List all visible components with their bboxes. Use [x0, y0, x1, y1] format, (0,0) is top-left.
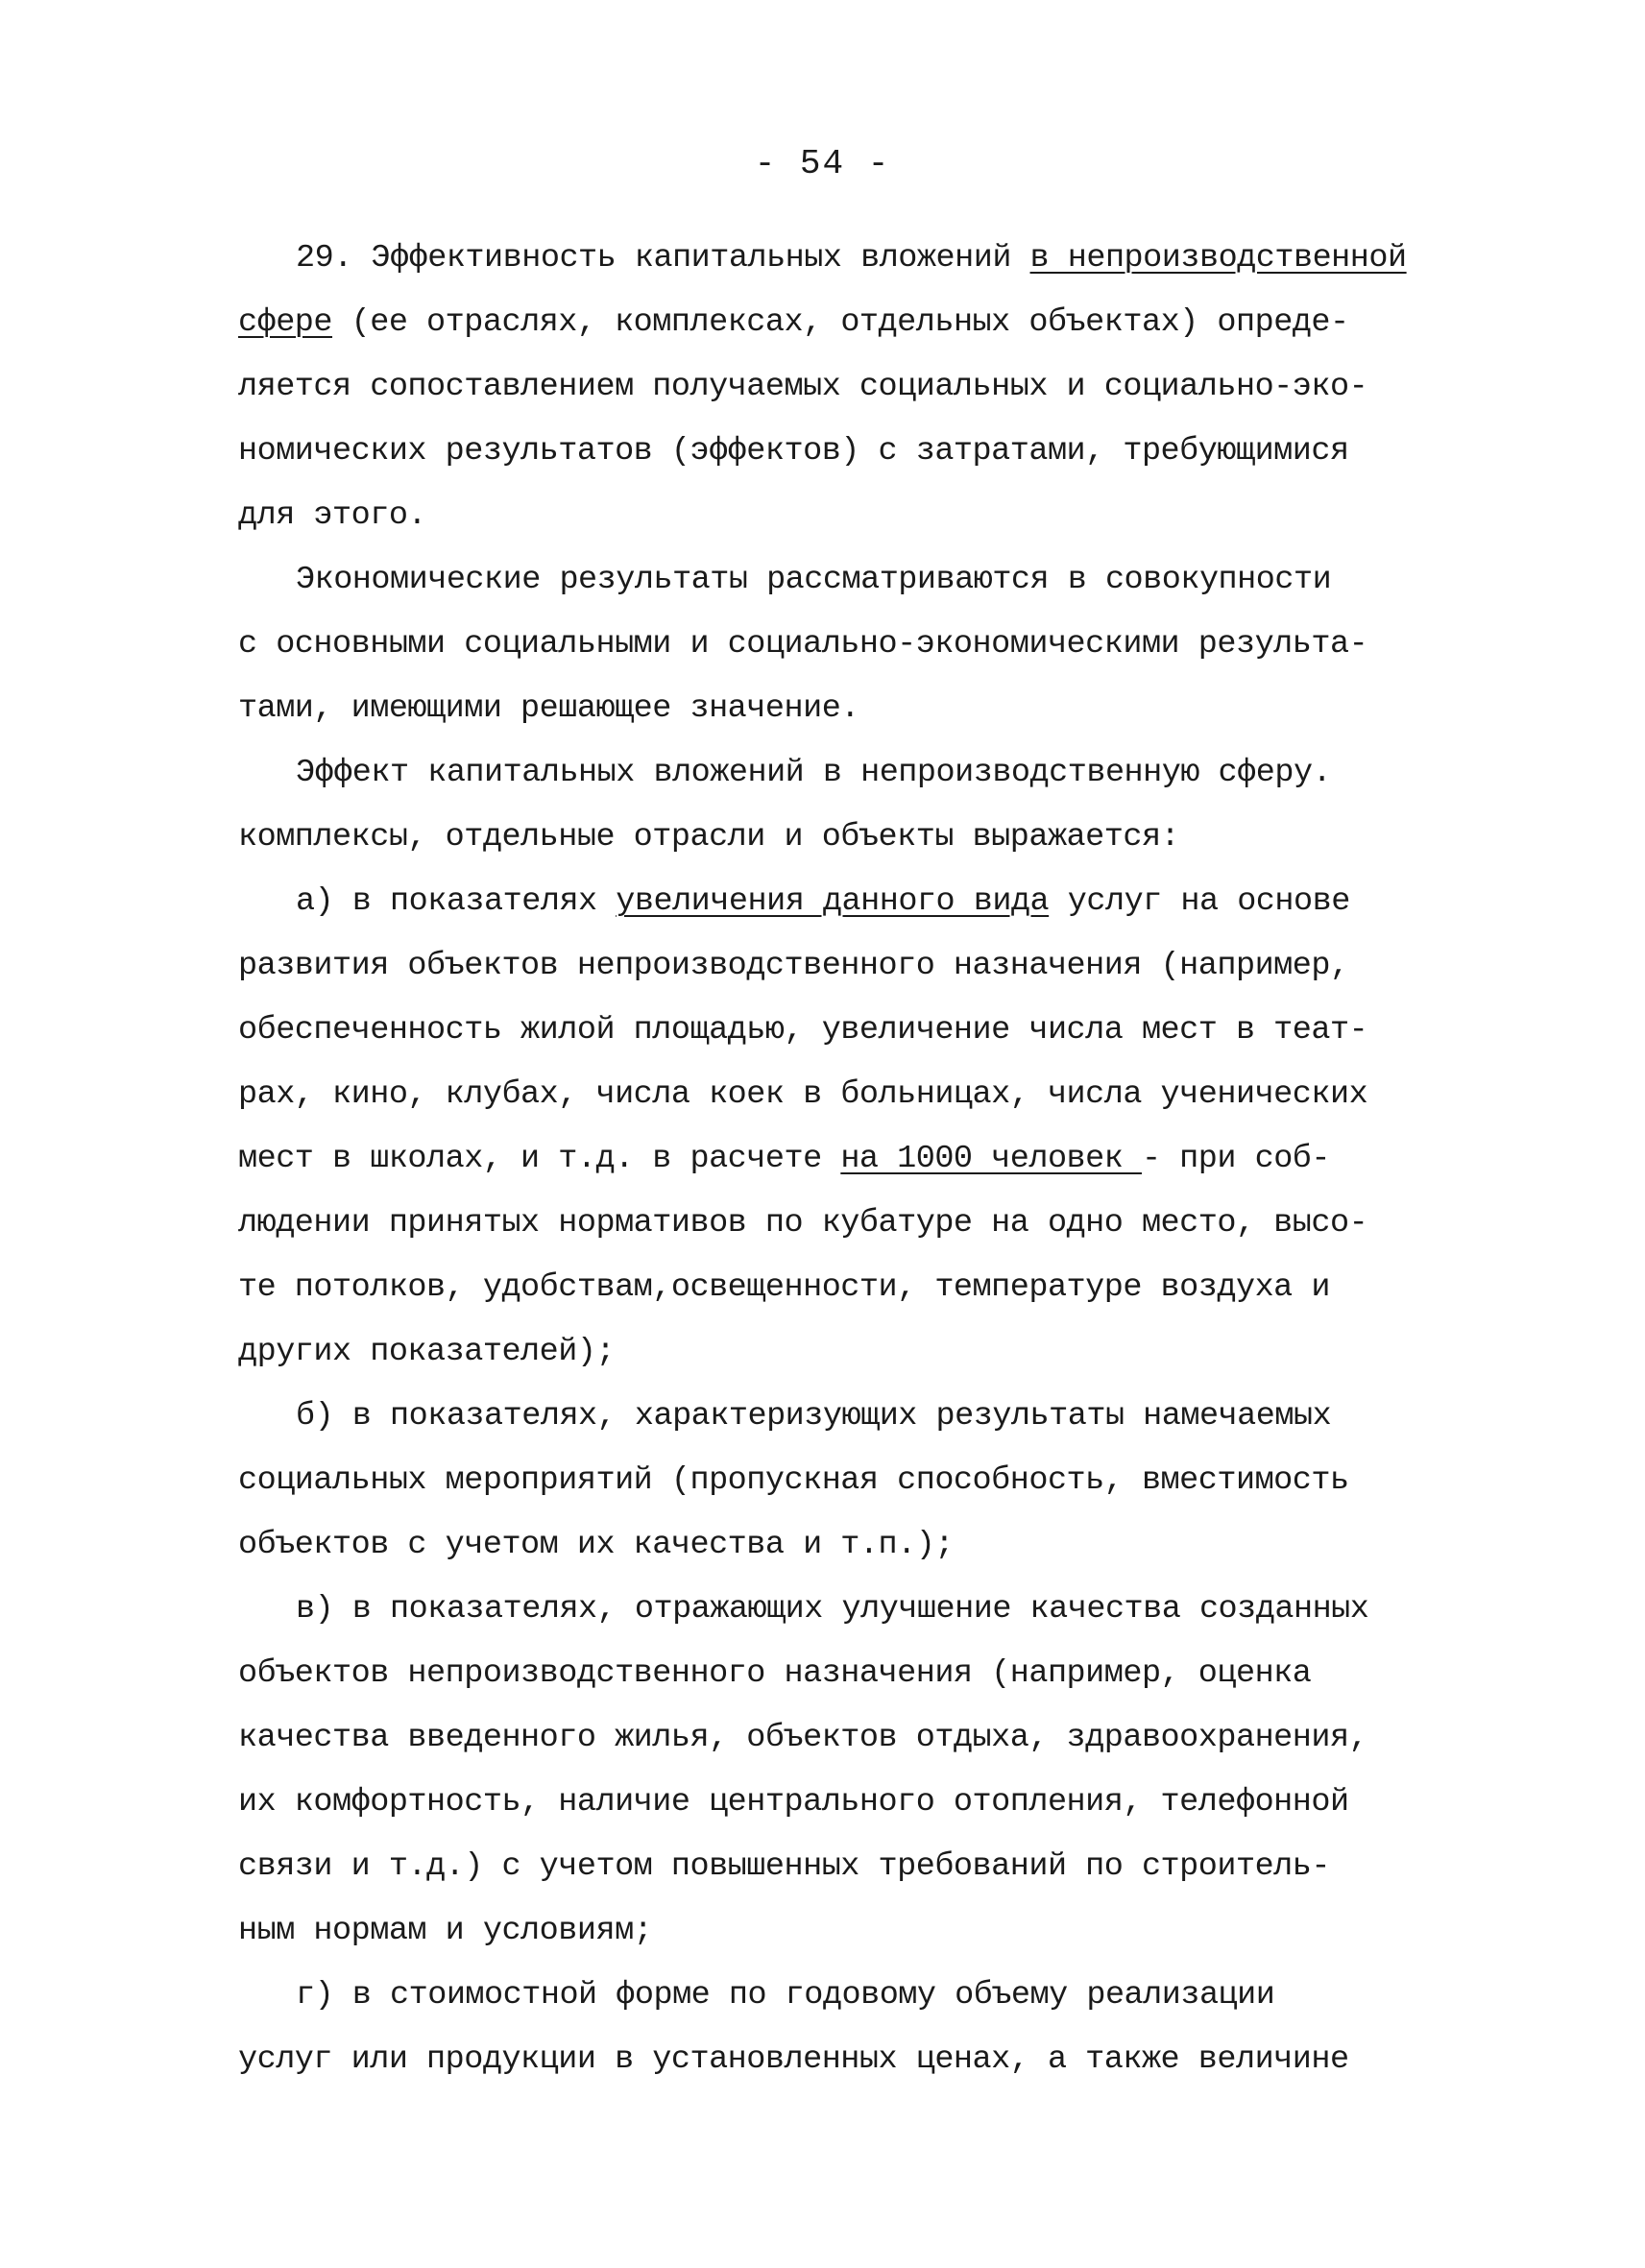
text-span: б) в показателях, характеризующих результаты намечаемых [296, 1398, 1332, 1435]
paragraph [238, 1385, 1439, 1578]
text-line [238, 1835, 1439, 1899]
paragraph [238, 227, 1439, 548]
text-line [238, 291, 1439, 355]
paragraph [238, 1964, 1439, 2092]
text-span: тами, имеющими решающее значение. [238, 690, 859, 727]
text-span: их комфортность, наличие центрального отопления, телефонной [238, 1784, 1349, 1821]
text-span: ным нормам и условиям; [238, 1913, 653, 1949]
paragraph [238, 1578, 1439, 1964]
text-span: услуг на основе [1049, 883, 1350, 920]
text-line [238, 420, 1439, 484]
text-line [238, 870, 1439, 934]
text-span: обеспеченность жилой площадью, увеличение числа мест в теат- [238, 1012, 1368, 1049]
text-span: а) в показателях [296, 883, 617, 920]
text-line [238, 1320, 1439, 1385]
text-span: г) в стоимостной форме по годовому объему реализации [296, 1977, 1275, 2014]
text-span: с основными социальными и социально-экономическими результа- [238, 626, 1368, 663]
text-line [238, 934, 1439, 999]
document-body [238, 227, 1439, 2092]
text-span: рах, кино, клубах, числа коек в больницах, числа ученических [238, 1076, 1368, 1113]
text-line [238, 1706, 1439, 1771]
text-line [238, 1256, 1439, 1320]
text-span: номических результатов (эффектов) с затратами, требующимися [238, 433, 1349, 470]
text-line [238, 355, 1439, 420]
text-span: Эффект капитальных вложений в непроизводственную сферу. [296, 755, 1332, 791]
text-line [238, 1192, 1439, 1256]
text-line [238, 1578, 1439, 1642]
page-number: - 54 - [754, 144, 891, 183]
text-span: Экономические результаты рассматриваются в совокупности [296, 562, 1332, 598]
text-span: ляется сопоставлением получаемых социальных и социально-эко- [238, 369, 1368, 405]
text-line [238, 613, 1439, 677]
text-span: мест в школах, и т.д. в расчете [238, 1141, 841, 1177]
text-span: - при соб- [1141, 1141, 1331, 1177]
text-span: объектов с учетом их качества и т.п.); [238, 1527, 954, 1563]
text-line [238, 1127, 1439, 1192]
text-line [238, 1642, 1439, 1706]
text-line [238, 1964, 1439, 2028]
text-span: для этого. [238, 497, 427, 534]
text-line [238, 1771, 1439, 1835]
text-line [238, 2028, 1439, 2092]
text-line [238, 484, 1439, 548]
text-line [238, 1063, 1439, 1127]
text-span: связи и т.д.) с учетом повышенных требований по строитель- [238, 1848, 1330, 1885]
paragraph [238, 741, 1439, 870]
text-span: социальных мероприятий (пропускная способность, вместимость [238, 1462, 1349, 1499]
underlined-text: на 1000 человек [840, 1141, 1142, 1177]
text-line [238, 1513, 1439, 1578]
text-line [238, 548, 1439, 613]
text-line [238, 1899, 1439, 1964]
text-span: комплексы, отдельные отрасли и объекты выражается: [238, 819, 1180, 856]
text-line [238, 677, 1439, 741]
underlined-text: в непроизводственной [1029, 240, 1407, 277]
text-span: других показателей); [238, 1334, 616, 1370]
text-span: те потолков, удобствам,освещенности, температуре воздуха и [238, 1269, 1330, 1306]
text-line [238, 1449, 1439, 1513]
paragraph [238, 870, 1439, 1385]
underlined-text: сфере [238, 304, 333, 341]
text-span: в) в показателях, отражающих улучшение качества созданных [296, 1591, 1369, 1628]
text-span: людении принятых нормативов по кубатуре на одно место, высо- [238, 1205, 1368, 1242]
underlined-text: увеличения данного вида [616, 883, 1050, 920]
text-span: 29. Эффективность капитальных вложений [296, 240, 1030, 277]
text-span: (ее отраслях, комплексах, отдельных объектах) опреде- [332, 304, 1349, 341]
text-span: объектов непроизводственного назначения (например, оценка [238, 1655, 1312, 1692]
paragraph [238, 548, 1439, 741]
text-span: услуг или продукции в установленных ценах, а также величине [238, 2041, 1349, 2078]
text-line [238, 227, 1439, 291]
text-line [238, 999, 1439, 1063]
text-span: качества введенного жилья, объектов отдыха, здравоохранения, [238, 1720, 1368, 1756]
text-line [238, 806, 1439, 870]
text-span: развития объектов непроизводственного назначения (например, [238, 948, 1349, 984]
text-line [238, 741, 1439, 806]
text-line [238, 1385, 1439, 1449]
